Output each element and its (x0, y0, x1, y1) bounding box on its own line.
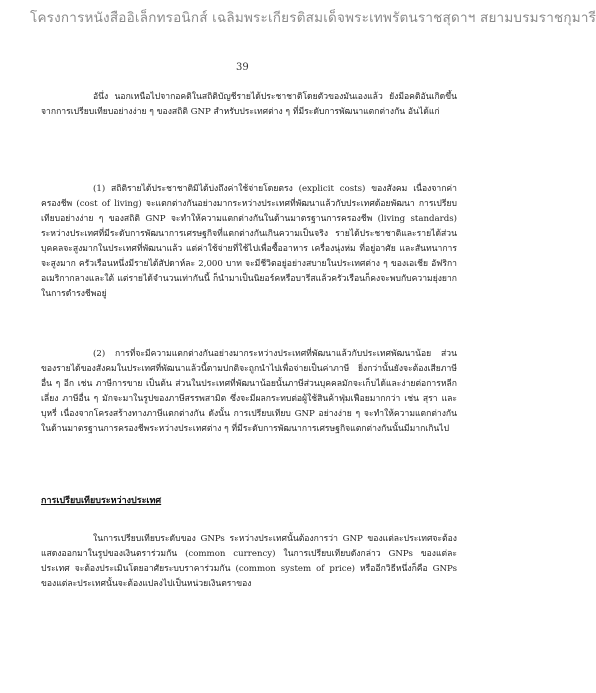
body-paragraph-3: (2) การที่จะมีความแตกต่างกันอย่างมากระหว่างประเทศที่พัฒนาแล้วกับประเทศพัฒนาน้อย ส่วนของรายได้ของสังคมในประเทศที่พัฒนาแล้วนี้ตามปกติจะถูกนำไปเพื่อจ่ายเป็นค่าภาษี ยิ่งกว่านั้นยังจะต้องเสียภาษีอื่น ๆ อีก เช่น ภาษีการขาย เป็นต้น ส่วนในประเทศที่พัฒนาน้อยนั้นภาษีส่วนบุคคลมักจะเก็บได้และง่ายต่อการหลีกเลี่ยง ภาษีอื่น ๆ มักจะมาในรูปของภาษีสรรพสามิต ซึ่งจะมีผลกระทบต่อผู้ใช้สินค้าฟุ่มเฟือยมากกว่า เช่น สุรา และบุหรี่ เนื่องจากโครงสร้างทางภาษีแตกต่างกัน ดังนั้น การเปรียบเทียบ GNP อย่างง่าย ๆ จะทำให้ความแตกต่างกันในด้านมาตรฐานการครองชีพระหว่างประเทศต่าง ๆ ที่มีระดับการพัฒนาการเศรษฐกิจแตกต่างกันนั้นมีมากเกินไป (41, 349, 457, 434)
body-paragraph-1: อันึ่ง นอกเหนือไปจากอคติในสถิติบัญชีรายได้ประชาชาติโดยตัวของมันเองแล้ว ยังมีอคติอันเกิดขึ้นจากการเปรียบเทียบอย่างง่าย ๆ ของสถิติ GNP สำหรับประเทศต่าง ๆ ที่มีระดับการพัฒนาแตกต่างกัน อันได้แก่ (41, 92, 457, 117)
section-heading: การเปรียบเทียบระหว่างประเทศ (41, 496, 162, 506)
body-paragraph-4: ในการเปรียบเทียบระดับของ GNPs ระหว่างประเทศนั้นต้องการว่า GNP ของแต่ละประเทศจะต้องแสดงออกมาในรูปของเงินตราร่วมกัน (common currency) ในการเปรียบเทียบดังกล่าว GNPs ของแต่ละประเทศ จะต้องประเมินโดยอาศัยระบบราคาร่วมกัน (common system of price) หรืออีกวิธีหนึ่งก็คือ GNPs ของแต่ละประเทศนั้นจะต้องแปลงไปเป็นหน่วยเงินตราของ (41, 534, 457, 589)
document-header: โครงการหนังสืออิเล็กทรอนิกส์ เฉลิมพระเกียรติสมเด็จพระเทพรัตนราชสุดาฯ สยามบรมราชกุมารี (30, 10, 596, 26)
body-paragraph-2: (1) สถิติรายได้ประชาชาติมิได้บ่งถึงค่าใช้จ่ายโดยตรง (explicit costs) ของสังคม เนื่องจากค่าครองชีพ (cost of living) จะแตกต่างกันอย่างมากระหว่างประเทศที่พัฒนาแล้วกับประเทศด้อยพัฒนา การเปรียบเทียบอย่างง่าย ๆ ของสถิติ GNP จะทำให้ความแตกต่างกันในด้านมาตรฐานการครองชีพ (living standards) ระหว่างประเทศที่มีระดับการพัฒนาการเศรษฐกิจที่แตกต่างกันเกินความเป็นจริง รายได้ประชาชาติและรายได้ส่วนบุคคลจะสูงมากในประเทศที่พัฒนาแล้ว แต่ค่าใช้จ่ายที่ใช้ไปเพื่อซื้ออาหาร เครื่องนุ่งห่ม ที่อยู่อาศัย และสันทนาการ จะสูงมาก ครัวเรือนหนึ่งมีรายได้สัปดาห์ละ 2,000 บาท จะมีชีวิตอยู่อย่างสบายในประเทศต่าง ๆ ของเอเชีย อัฟริกา อเมริกากลางและใต้ แต่รายได้จำนวนเท่ากันนี้ ก็นำมาเป็นนิยอร์คหรือบารีสแล้วครัวเรือนก็คงจะพบกับความยุ่งยากในการดำรงชีพอยู่ (41, 184, 457, 299)
page-number: 39 (236, 62, 249, 73)
